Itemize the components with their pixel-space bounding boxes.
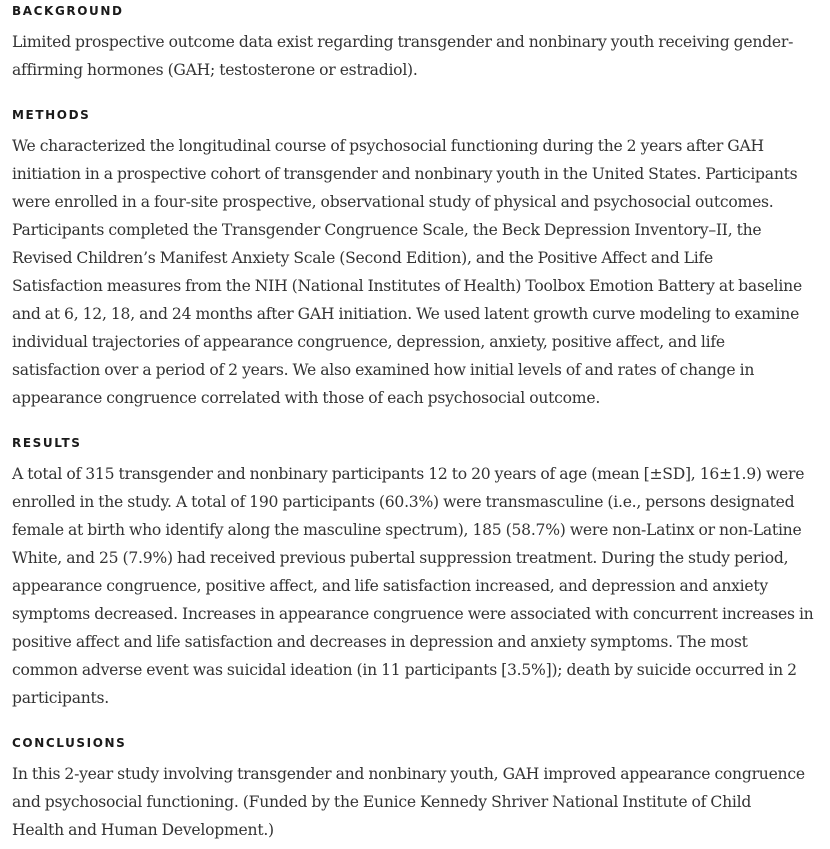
text-line: female at birth who identify along the masculine spectrum), 185 (58.7%) were non-Latinx or non-Latine bbox=[12, 521, 802, 539]
methods-heading: METHODS bbox=[12, 108, 91, 122]
text-line: individual trajectories of appearance congruence, depression, anxiety, positive affect, and life bbox=[12, 333, 725, 351]
text-line: appearance congruence, positive affect, and life satisfaction increased, and depression and anxiety bbox=[12, 577, 768, 595]
text-line: were enrolled in a four-site prospective, observational study of physical and psychosocial outcomes. bbox=[12, 193, 774, 211]
text-line: satisfaction over a period of 2 years. We also examined how initial levels of and rates of change in bbox=[12, 361, 755, 379]
text-line: affirming hormones (GAH; testosterone or estradiol). bbox=[12, 61, 418, 79]
conclusions-section bbox=[12, 732, 805, 844]
text-line: appearance congruence correlated with those of each psychosocial outcome. bbox=[12, 389, 601, 407]
text-line: A total of 315 transgender and nonbinary participants 12 to 20 years of age (mean [±SD], 16±1.9) were bbox=[12, 465, 805, 483]
text-line: We characterized the longitudinal course of psychosocial functioning during the 2 years after GAH bbox=[12, 137, 764, 155]
text-line: positive affect and life satisfaction and decreases in depression and anxiety symptoms. The most bbox=[12, 633, 748, 651]
results-section bbox=[12, 432, 813, 712]
text-line: participants. bbox=[12, 689, 110, 707]
results-heading: RESULTS bbox=[12, 436, 82, 450]
background-heading: BACKGROUND bbox=[12, 4, 124, 18]
text-line: Health and Human Development.) bbox=[12, 821, 274, 839]
text-line: enrolled in the study. A total of 190 participants (60.3%) were transmasculine (i.e., persons designated bbox=[12, 493, 795, 511]
text-line: Limited prospective outcome data exist regarding transgender and nonbinary youth receiving gender- bbox=[12, 33, 794, 51]
results-text bbox=[12, 460, 813, 712]
text-line: common adverse event was suicidal ideation (in 11 participants [3.5%]); death by suicide occurred in 2 bbox=[12, 661, 797, 679]
text-line: and psychosocial functioning. (Funded by the Eunice Kennedy Shriver National Institute of Child bbox=[12, 793, 752, 811]
text-line: Revised Children’s Manifest Anxiety Scale (Second Edition), and the Positive Affect and Life bbox=[12, 249, 713, 267]
background-text bbox=[12, 28, 793, 84]
text-line: White, and 25 (7.9%) had received previous pubertal suppression treatment. During the study period, bbox=[12, 549, 789, 567]
text-line: Participants completed the Transgender Congruence Scale, the Beck Depression Inventory–II, the bbox=[12, 221, 762, 239]
conclusions-text bbox=[12, 760, 805, 844]
text-line: and at 6, 12, 18, and 24 months after GAH initiation. We used latent growth curve modeling to examine bbox=[12, 305, 800, 323]
methods-section bbox=[12, 104, 802, 412]
text-line: Satisfaction measures from the NIH (National Institutes of Health) Toolbox Emotion Battery at baseline bbox=[12, 277, 802, 295]
text-line: In this 2-year study involving transgender and nonbinary youth, GAH improved appearance congruence bbox=[12, 765, 805, 783]
background-section bbox=[12, 0, 793, 84]
methods-text bbox=[12, 132, 802, 412]
text-line: initiation in a prospective cohort of transgender and nonbinary youth in the United States. Participants bbox=[12, 165, 798, 183]
conclusions-heading: CONCLUSIONS bbox=[12, 736, 127, 750]
text-line: symptoms decreased. Increases in appearance congruence were associated with concurrent increases in bbox=[12, 605, 814, 623]
